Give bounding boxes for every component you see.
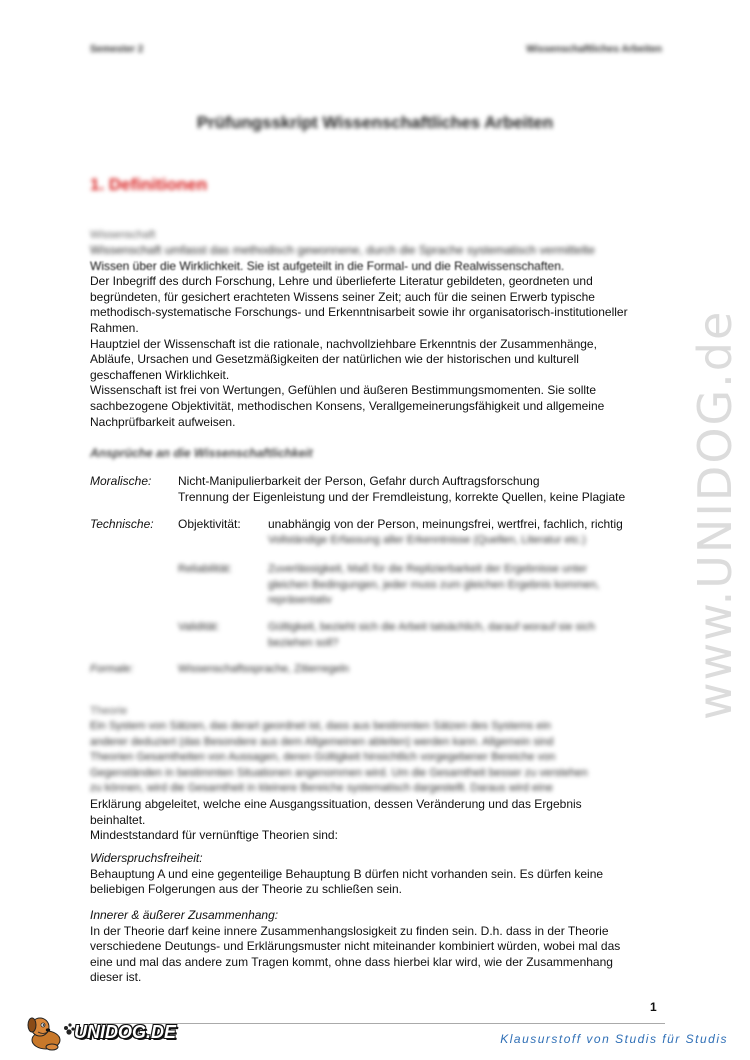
ansprueche-heading: Ansprüche an die Wissenschaftlichkeit — [90, 446, 313, 460]
text-line: Wissen über die Wirklichkeit. Sie ist aufgeteilt in die Formal- und die Realwissenschaften. — [90, 258, 565, 273]
moralische-text — [178, 474, 625, 505]
text-line: verschiedene Deutungs- und Erklärungsmuster nicht miteinander kombiniert würden, wobei mal das — [90, 939, 621, 954]
text-line: dieser ist. — [90, 970, 142, 985]
text-line: eine und mal das andere zum Tragen kommt, ohne dass hierbei klar wird, wie der Zusammenhang — [90, 954, 613, 969]
zusammenhang-heading: Innerer & äußerer Zusammenhang: — [90, 908, 279, 922]
wissenschaft-label: Wissenschaft — [90, 229, 156, 241]
objektivitaet-label: Objektivität: — [178, 517, 241, 531]
text-line: unabhängig von der Person, meinungsfrei, wertfrei, fachlich, richtig — [268, 517, 623, 531]
section-heading: 1. Definitionen — [90, 175, 208, 194]
text-line: anderer deduziert (das Besondere aus dem Allgemeinen ableiten) werden kann. Allgemein sind — [90, 735, 554, 748]
text-line: Zuverlässigkeit, Maß für die Replizierbarkeit der Ergebnisse unter — [268, 563, 588, 575]
text-line: Ein System von Sätzen, das derart geordnet ist, dass aus bestimmten Sätzen des Systems ein — [90, 720, 552, 732]
footer-slogan: Klausurstoff von Studis für Studis — [500, 1032, 728, 1046]
text-line: Wissenschaft ist frei von Wertungen, Gefühlen und äußeren Bestimmungsmomenten. Sie sollte — [90, 383, 597, 398]
text-line: begründeten, für gesichert erachteten Wissens seiner Zeit; auch für die seinen Erwerb typische — [90, 289, 595, 304]
logo-text: UNIDOG.DE — [74, 1022, 177, 1042]
text-line: Nicht-Manipulierbarkeit der Person, Gefahr durch Auftragsforschung — [178, 474, 540, 488]
text-line: Mindeststandard für vernünftige Theorien sind: — [90, 828, 338, 843]
theorie-block — [90, 704, 670, 844]
text-line: Vollständige Erfassung aller Erkenntnisse (Quellen, Literatur etc.) — [268, 533, 586, 546]
text-line: repräsentativ — [268, 594, 332, 607]
footer-divider — [90, 1023, 665, 1024]
text-line: Hauptziel der Wissenschaft ist die rationale, nachvollziehbare Erkenntnis der Zusammenhänge, — [90, 336, 597, 351]
widerspruchsfreiheit-block — [90, 851, 670, 898]
text-line: beinhaltet. — [90, 812, 146, 827]
text-line: Gültigkeit, bezieht sich die Arbeit tatsächlich, darauf worauf sie sich — [268, 621, 596, 633]
document-title: Prüfungsskript Wissenschaftliches Arbeiten — [196, 113, 554, 132]
text-line: Rahmen. — [90, 320, 139, 335]
technische-label: Technische: — [90, 517, 154, 531]
text-line: geschaffenen Wirklichkeit. — [90, 367, 230, 382]
watermark-text: www.UNIDOG.de — [688, 309, 742, 720]
text-line: Der Inbegriff des durch Forschung, Lehre und überlieferte Literatur gebildeten, geordneten und — [90, 274, 593, 289]
dog-mascot-icon — [22, 1014, 78, 1052]
text-line: Wissenschaft umfasst das methodisch gewonnene, durch die Sprache systematisch vermittelte — [90, 243, 595, 257]
text-line: methodisch-systematische Forschungs- und Erkenntnisarbeit sowie ihr organisatorisch-institutioneller — [90, 305, 628, 320]
text-line: sachbezogene Objektivität, methodischen Konsens, Verallgemeinerungsfähigkeit und allgemeine — [90, 398, 605, 413]
text-line: Abläufe, Ursachen und Gesetzmäßigkeiten der natürlichen wie der historischen und kulturell — [90, 352, 579, 367]
zusammenhang-block — [90, 908, 670, 986]
validitaet-label: Validität: — [178, 621, 220, 633]
formale-label: Formale: — [90, 663, 134, 675]
text-line: Theorien Gesamtheiten von Aussagen, deren Gültigkeit hinsichtlich vorgegebener Bereiche von — [90, 751, 556, 764]
header-semester: Semester 2 — [90, 44, 144, 55]
text-line: gleichen Bedingungen, jeder muss zum gleichen Ergebnis kommen, — [268, 578, 600, 591]
text-line: In der Theorie darf keine innere Zusammenhangslosigkeit zu finden sein. D.h. dass in der Theorie — [90, 923, 609, 938]
formale-text: Wissenschaftssprache, Zitierregeln — [178, 663, 350, 675]
theorie-label: Theorie — [90, 705, 128, 717]
reliabilitaet-text — [268, 562, 599, 609]
objektivitaet-text — [268, 517, 623, 548]
page-header — [90, 44, 662, 58]
text-line: Nachprüfbarkeit aufweisen. — [90, 414, 236, 429]
header-subject: Wissenschaftliches Arbeiten — [526, 44, 662, 55]
widerspruchsfreiheit-heading: Widerspruchsfreiheit: — [90, 851, 203, 865]
text-line: zu können, wird die Gesamtheit in kleinere Bereiche systematisch dargestellt. Daraus wird eine — [90, 782, 553, 795]
unidog-logo — [22, 1014, 177, 1052]
text-line: Trennung der Eigenleistung und der Fremdleistung, korrekte Quellen, keine Plagiate — [178, 489, 626, 504]
page-number: 1 — [650, 1000, 657, 1014]
text-line: Behauptung A und eine gegenteilige Behauptung B dürfen nicht vorhanden sein. Es dürfen keine — [90, 866, 604, 881]
validitaet-text — [268, 620, 595, 651]
moralische-label: Moralische: — [90, 474, 152, 488]
reliabilitaet-label: Reliabilität: — [178, 563, 232, 575]
wissenschaft-block — [90, 228, 670, 430]
text-line: Erklärung abgeleitet, welche eine Ausgangssituation, dessen Veränderung und das Ergebnis — [90, 796, 582, 811]
text-line: Gegenständen in bestimmten Situationen angenommen wird. Um die Gesamtheit besser zu verstehen — [90, 766, 588, 779]
text-line: beliebigen Folgerungen aus der Theorie zu schließen sein. — [90, 882, 402, 897]
text-line: beziehen soll? — [268, 636, 339, 649]
